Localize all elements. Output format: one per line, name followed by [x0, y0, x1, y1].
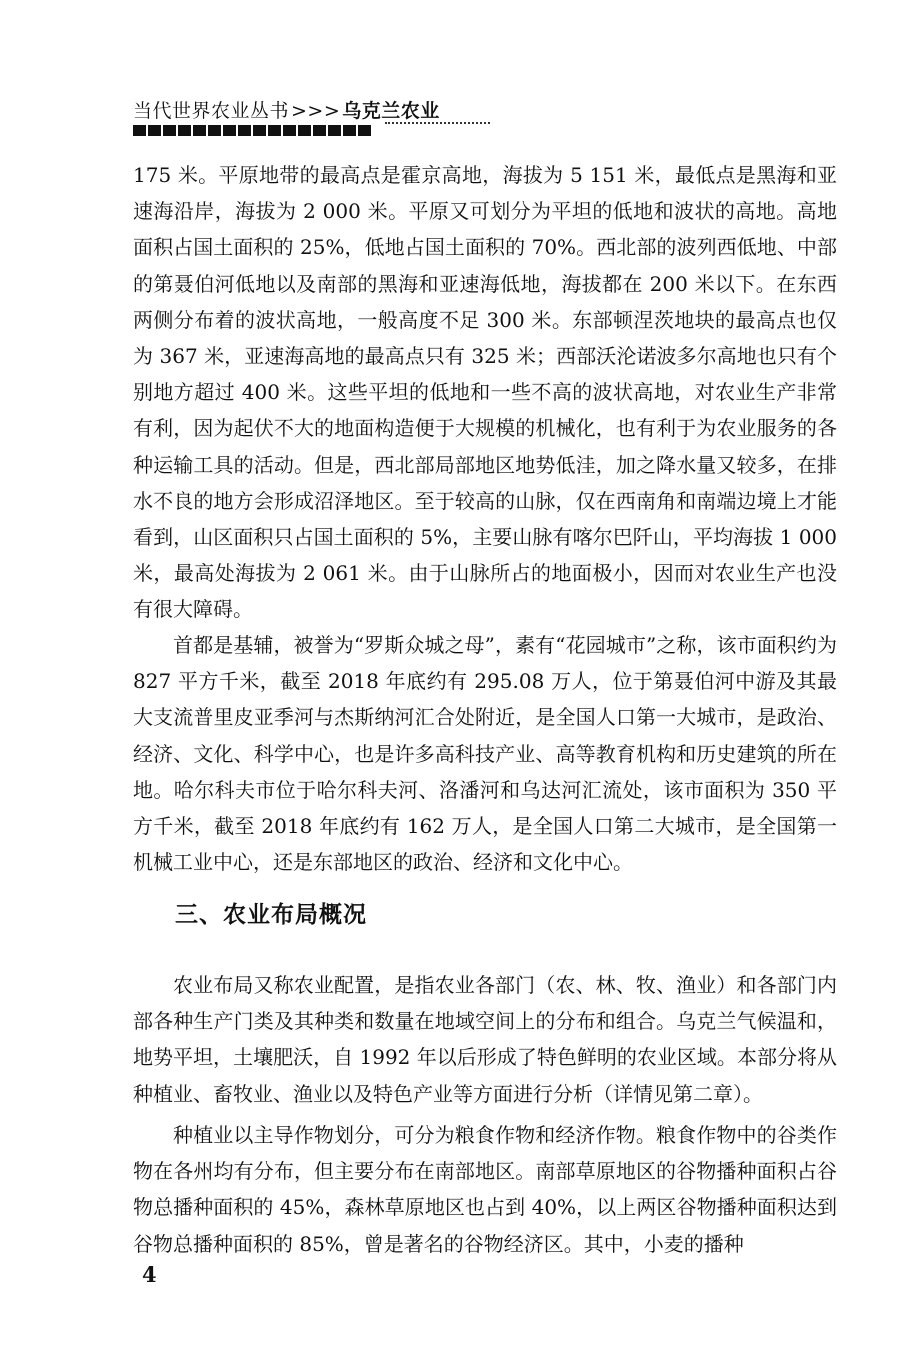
section-heading: 三、农业布局概况 [175, 902, 367, 928]
series-title: 当代世界农业丛书 [133, 100, 290, 122]
book-title: 乌克兰农业 [342, 100, 440, 122]
paragraph-crop-farming: 种植业以主导作物划分，可分为粮食作物和经济作物。粮食作物中的谷类作物在各州均有分布，但主要分布在南部地区。南部草原地区的谷物播种面积占谷物总播种面积的 45%，森林草原地区也占到 40%，以上两区谷物播种面积达到谷物总播种面积的 85%，曾是著名的谷物经济区。其中，小麦的播种 [133, 1123, 837, 1256]
page-number: 4 [142, 1262, 157, 1287]
header-dotted-rule [385, 118, 490, 124]
paragraph-layout-definition: 农业布局又称农业配置，是指农业各部门（农、林、牧、渔业）和各部门内部各种生产门类及其种类和数量在地域空间上的分布和组合。乌克兰气候温和，地势平坦，土壤肥沃，自 1992 年以后形成了特色鲜明的农业区域。本部分将从种植业、畜牧业、渔业以及特色产业等方面进行分析（详情见第二章）。 [133, 973, 837, 1106]
header-separator: >>> [291, 100, 341, 122]
paragraph-terrain: 175 米。平原地带的最高点是霍京高地，海拔为 5 151 米，最低点是黑海和亚速海沿岸，海拔为 2 000 米。平原又可划分为平坦的低地和波状的高地。高地面积占国土面积的 25%，低地占国土面积的 70%。西北部的波列西低地、中部的第聂伯河低地以及南部的黑海和亚速海低地，海拔都在 200 米以下。在东西两侧分布着的波状高地，一般高度不足 300 米。东部顿涅茨地块的最高点也仅为 367 米，亚速海高地的最高点只有 325 米；西部沃沦诺波多尔高地也只有个别地方超过 400 米。这些平坦的低地和一些不高的波状高地，对农业生产非常有利，因为起伏不大的地面构造便于大规模的机械化，也有利于为农业服务的各种运输工具的活动。但是，西北部局部地区地势低洼，加之降水量又较多，在排水不良的地方会形成沼泽地区。至于较高的山脉，仅在西南角和南端边境上才能看到，山区面积只占国土面积的 5%，主要山脉有喀尔巴阡山，平均海拔 1 000 米，最高处海拔为 2 061 米。由于山脉所占的地面极小，因而对农业生产也没有很大障碍。 [133, 163, 837, 622]
header-block-rule [133, 125, 371, 136]
paragraph-cities: 首都是基辅，被誉为“罗斯众城之母”，素有“花园城市”之称，该市面积约为 827 平方千米，截至 2018 年底约有 295.08 万人，位于第聂伯河中游及其最大支流普里皮亚季河与杰斯纳河汇合处附近，是全国人口第一大城市，是政治、经济、文化、科学中心，也是许多高科技产业、高等教育机构和历史建筑的所在地。哈尔科夫市位于哈尔科夫河、洛潘河和乌达河汇流处，该市面积为 350 平方千米，截至 2018 年底约有 162 万人，是全国人口第二大城市，是全国第一机械工业中心，还是东部地区的政治、经济和文化中心。 [133, 633, 837, 875]
